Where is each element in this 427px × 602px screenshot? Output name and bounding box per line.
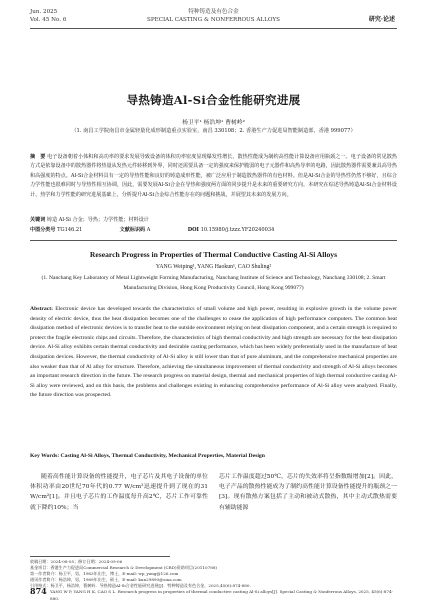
section-divider	[30, 240, 397, 241]
body-column-right: 芯片工作温度超过50℃，芯片的失效率将呈指数级增加[2]。因此，电子产品的散热性能成为了制约高性能计算设备性能提升的瓶颈之一[3]。现有散热方案包括了主动和被动式散热，其中主动式散热需要有辅助能源	[219, 474, 397, 511]
keywords-en-label: Key Words:	[30, 453, 60, 459]
header-rule	[30, 28, 397, 29]
abstract-en-label: Abstract:	[30, 306, 54, 312]
clc-value: TG146.21	[57, 227, 83, 233]
abstract-zh-text: 电子设备朝着小体积和高功率的要求发展导致设备的体积功率密度显现爆发性增长，散热性能成为制约高性能计算设备应用瓶颈之一。电子设备的常见散热方式是依靠设备中的散热器件将热量从发热元件转移到外界，同时还需要具备一定的强度来保护脆弱的电子元器件和高热导率的电路，因此散热器件需要兼具高导热和高强度的特点。Al-Si合金材料具有一定的导热性能和良好的铸造成形性能，被广泛应用于制造散热器件的有色材料。但是Al-Si合金的导热性仍然不够好，且综合力学性能也很难同时与导热性相互协调，因此，需要发展Al-Si合金在导热和强度两方面的同步提升是未来的重要研究方向。本研究在综述导热铸造Al-Si合金材料设计、热学和力学性能的研究进展基础上，分析提升Al-Si合金综合性能存在的问题和挑战，并展望其未来的发展方向。	[30, 154, 397, 198]
affiliation-zh: （1. 南昌工学院南昌市金属轻量化成形制造重点实验室，南昌 330108；2. 香港生产力促进局智能制造部，香港 999077）	[71, 128, 356, 134]
journal-date: Jun. 2025	[30, 9, 58, 15]
footnote-fund: 基金项目：香港生产力促进局Commercial Research & Development (CRD)资助项目(20110788)	[30, 565, 218, 571]
footnote-corresponding-author: 通讯作者简介：杨浩坤，男，1989年出生，硕士，E-mail: kun29890@sina.com	[30, 577, 182, 583]
doi-value: 10.15980/j.tzzz.YF20240034	[200, 227, 275, 233]
keywords-en-text: Casting Al-Si Alloys, Thermal Conductivity, Mechanical Properties, Material Design	[60, 453, 265, 459]
abstract-en-text: Electronic device has developed towards the characteristics of small volume and high power, resulting in explosive growth in the volume power density of electric device, thus the heat dissipation becomes one of the challenges to cease the application of high performance computers. The common heat dissipation method of electronic devices is to transfer heat to the outside environment relying on heat dissipation component, and a certain strength is required to protect the fragile electronic chips and circuits. Therefore, the characteristics of high thermal conductivity and high strength are necessary for the heat dissipation device. Al-Si alloy exhibits certain thermal conductivity and desirable casting performance, which has been widely preferentially used in the manufacture of heat dissipation devices. However, the thermal conductivity of Al-Si alloy is still lower than that of pure aluminum, and the comprehensive mechanical properties are also weaker than that of Al alloy for structure. Therefore, achieving the simultaneous improvement of thermal conductivity and strength of Al-Si alloys becomes an important research direction in the future. The research progress on material design, thermal and mechanical properties of high thermal conductive casting Al-Si alloy were reviewed, and on this basis, the problems and challenges existing in enhancing comprehensive performance of Al-Si alloy were analyzed. Finally, the future direction was prospected.	[30, 306, 397, 399]
abstract-zh	[30, 153, 397, 200]
footnote-received: 收稿日期：2024-08-05；修订日期：2024-09-06	[30, 559, 123, 564]
body-column-left: 随着高性能计算设备的性能提升，电子芯片及其电子设备的单位体积功率由20世纪70年代的0.77 W/cm²迅速提升到了现在的31 W/cm²[1]。并且电子芯片的工作温度每升高2℃，芯片工作可靠性就下降约10%；当	[30, 474, 208, 511]
footnote-citation-zh: 引用格式：杨卫平，杨浩坤，曹树岭．导热铸造Al-Si合金性能研究进展[J]．特种铸造及有色合金，2025,45(6):874-880.	[30, 583, 251, 589]
doc-code-label: 文献标识码	[119, 227, 146, 233]
classification-line	[30, 226, 397, 235]
journal-volume: Vol. 45 No. 6	[30, 17, 67, 23]
keywords-en	[30, 453, 397, 459]
footnote-citation-en: YANG W P, YANG H K, CAO S L. Research progress in properties of thermal conductive casting Al-Si alloys[J]. Special Casting & Nonferrous Alloys, 2025, 45(6):874-880.	[50, 589, 393, 601]
footnotes	[30, 559, 397, 602]
abstract-en	[30, 305, 397, 401]
footnote-first-author: 第一作者简介：杨卫平，男，1983年出生，博士，E-mail: wp_yang@126.com	[30, 571, 179, 577]
doc-code-value: A	[146, 227, 151, 233]
affiliation-en: (1. Nanchang Key Laboratory of Metal Lightweight Forming Manufacturing, Nanchang Institute of Science and Technology, Nanchang 330108; 2. Smart Manufacturing Division, Hong Kong Productivity Council, Hong Kong 999077)	[41, 275, 386, 291]
clc-label: 中图分类号	[30, 227, 56, 233]
section-label: 研究·论述	[368, 16, 395, 23]
keywords-zh-label: 关键词	[30, 217, 46, 223]
journal-name-en: SPECIAL CASTING & NONFERROUS ALLOYS	[147, 17, 280, 23]
paper-title-en: Research Progress in Properties of Thermal Conductive Casting Al-Si Alloys	[89, 250, 338, 259]
authors-zh: 杨卫平¹ 杨浩坤¹ 曹树岭²	[182, 120, 245, 126]
abstract-zh-label: 摘 要	[30, 154, 46, 160]
journal-name	[0, 8, 427, 24]
doi-label: DOI	[187, 227, 199, 233]
journal-name-zh: 特种铸造及有色合金	[188, 9, 239, 15]
keywords-zh	[30, 216, 397, 225]
footnote-rule	[30, 556, 170, 557]
authors-en: YANG Weiping¹, YANG Haokun¹, CAO Shuling²	[155, 264, 272, 270]
paper-title-zh: 导热铸造Al-Si合金性能研究进展	[126, 93, 301, 107]
page-number: 874	[30, 586, 47, 596]
keywords-zh-text: 铸造 Al-Si 合金；导热；力学性能；材料设计	[46, 217, 149, 223]
